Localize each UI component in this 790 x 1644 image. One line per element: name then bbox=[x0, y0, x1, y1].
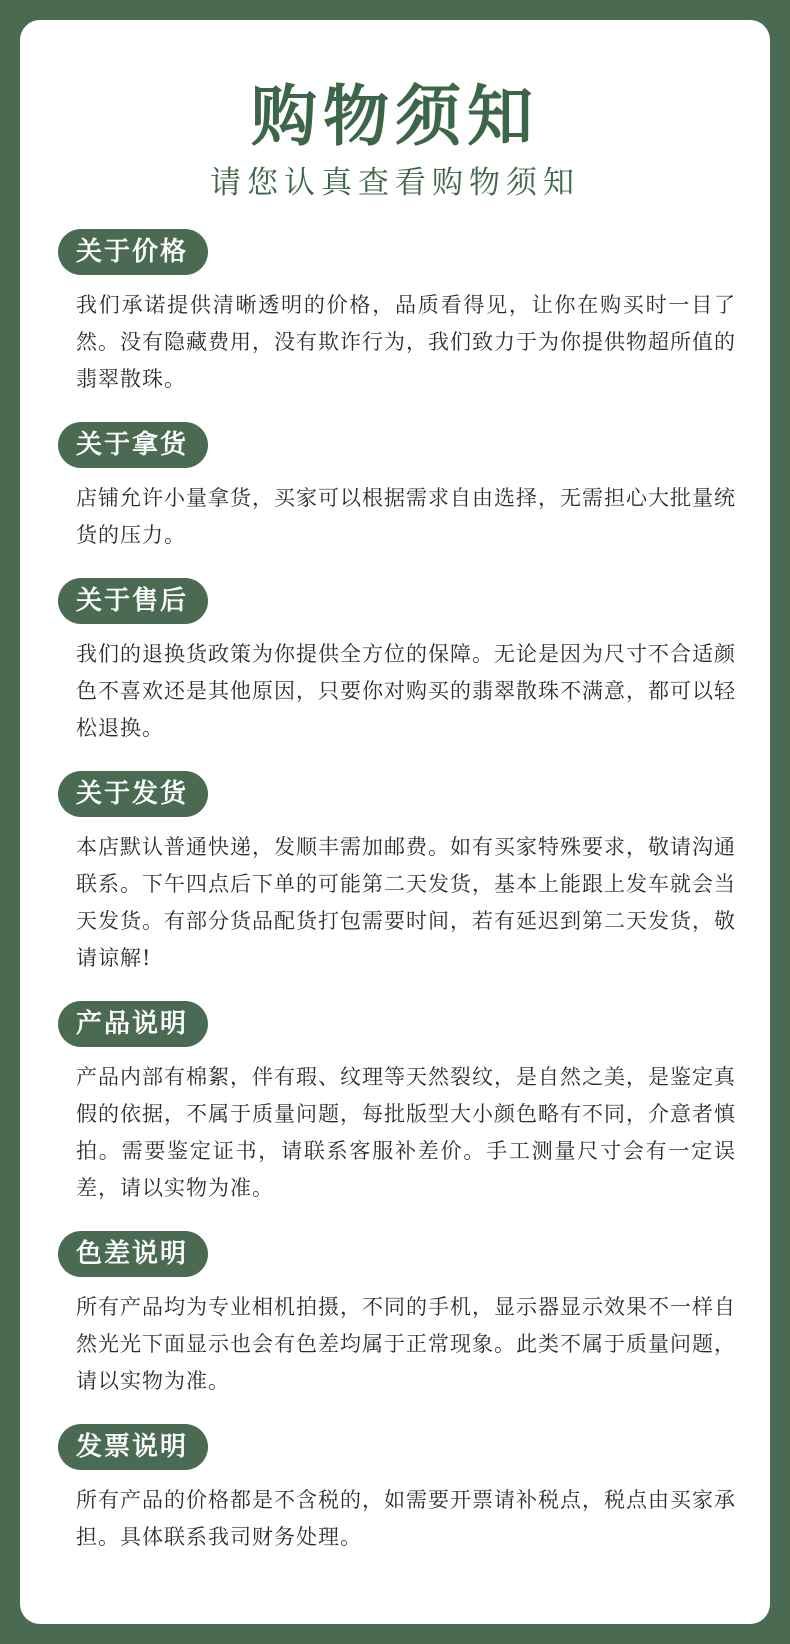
section-label-shipping: 关于发货 bbox=[58, 771, 208, 817]
section-text-invoice: 所有产品的价格都是不含税的，如需要开票请补税点，税点由买家承担。具体联系我司财务处理。 bbox=[76, 1487, 736, 1549]
section-text-price: 我们承诺提供清晰透明的价格，品质看得见，让你在购买时一目了然。没有隐藏费用，没有欺诈行为，我们致力于为你提供物超所值的翡翠散珠。 bbox=[76, 292, 736, 391]
section-text-shipping: 本店默认普通快递，发顺丰需加邮费。如有买家特殊要求，敬请沟通联系。下午四点后下单的可能第二天发货，基本上能跟上发车就会当天发货。有部分货品配货打包需要时间，若有延迟到第二天发货，敬请谅解! bbox=[76, 834, 736, 970]
page-subtitle: 请您认真查看购物须知 bbox=[210, 164, 580, 201]
page-title: 购物须知 bbox=[251, 77, 539, 155]
section-shipping bbox=[60, 771, 736, 977]
notice-card bbox=[20, 20, 770, 1624]
section-label-aftersale: 关于售后 bbox=[58, 578, 208, 624]
section-label-invoice: 发票说明 bbox=[58, 1424, 208, 1470]
section-product bbox=[60, 1001, 736, 1207]
section-aftersale bbox=[60, 578, 736, 747]
section-label-pickup: 关于拿货 bbox=[58, 422, 208, 468]
section-invoice bbox=[60, 1424, 736, 1556]
section-text-aftersale: 我们的退换货政策为你提供全方位的保障。无论是因为尺寸不合适颜色不喜欢还是其他原因，只要你对购买的翡翠散珠不满意，都可以轻松退换。 bbox=[76, 641, 736, 740]
section-text-color: 所有产品均为专业相机拍摄，不同的手机，显示器显示效果不一样自然光光下面显示也会有色差均属于正常现象。此类不属于质量问题，请以实物为准。 bbox=[76, 1294, 736, 1393]
section-label-price: 关于价格 bbox=[58, 229, 208, 275]
section-text-product: 产品内部有棉絮，伴有瑕、纹理等天然裂纹，是自然之美，是鉴定真假的依据，不属于质量问题，每批版型大小颜色略有不同，介意者慎拍。需要鉴定证书，请联系客服补差价。手工测量尺寸会有一定误差，请以实物为准。 bbox=[76, 1064, 736, 1200]
section-label-product: 产品说明 bbox=[58, 1001, 208, 1047]
section-price bbox=[60, 229, 736, 398]
section-text-pickup: 店铺允许小量拿货，买家可以根据需求自由选择，无需担心大批量统货的压力。 bbox=[76, 485, 736, 547]
section-label-color: 色差说明 bbox=[58, 1231, 208, 1277]
section-color bbox=[60, 1231, 736, 1400]
section-pickup bbox=[60, 422, 736, 554]
